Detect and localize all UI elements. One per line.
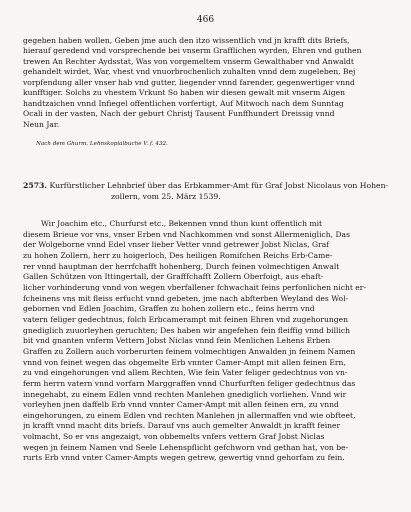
text-line: ferm herrn vatern vnnd vorfarn Marggraffen vnnd Churfurften feliger gedechtnus das: [23, 378, 356, 388]
text-line: gegeben haben wollen, Geben jme auch den itzo wissentlich vnd jn krafft dits Briefs,: [23, 36, 350, 45]
text-line: jn krafft vnnd macht dits briefs. Darauf vns auch gemelter Anwaldt jn krafft feiner: [23, 421, 341, 431]
text-line: diesem Brieue vor vns, vnser Erben vnd Nachkommen vnd sonst Allermeniglich, Das: [23, 229, 350, 239]
text-line: Neun Jar.: [23, 119, 60, 129]
text-line: kunfftiger. Solchs zu vhestem Vrkunt So haben wir diesen gewalt mit vnserm Aigen: [23, 88, 345, 98]
text-line: gehandelt wirdet, War, vhest vnd vnuorbrochenlich zuhalten vnnd dem zugeleben, Bej: [23, 67, 356, 77]
document-heading: [23, 180, 393, 202]
text-line: vatern feliger gedechtnus, folch Erbcamerampt mit feinen Ehren vnd zugehorungen: [23, 314, 349, 324]
text-line: hierauf geredend vnd vorsprechende bei vnserm Grafflichen wyrden, Ehren vnd guthen: [23, 46, 362, 56]
text-line: fcheinens vns mit fleiss erfucht vnnd gebeten, jme nach abfterben Weyland des Wol-: [23, 293, 349, 303]
source-note: Nach dem Ghurm. Lehnskopialbuche V. f. 432.: [36, 141, 168, 147]
text-line: gnediglich zuuorleyhen geruchten; Des haben wir angefehen fein fleiffig vnnd billich: [23, 325, 351, 335]
text-line: innegehabt, zu einem Edlen vnnd rechten Manlehen gnediglich vorliehen. Vnnd wir: [23, 389, 347, 399]
text-line: Ocali in der vasten, Nach der geburt Christj Tausent Funffhundert Dreissig vnnd: [23, 109, 335, 119]
text-line: gebornen vnd Edlen Joachim, Graffen zu hohen zollern etc., feins herrn vnd: [23, 304, 315, 314]
text-line: vorpfendung aller vnser hab vnd gutter, liegender vnnd farender, gegenwertiger vnnd: [23, 77, 355, 87]
preceding-document-text: [23, 36, 389, 130]
text-line: Graffen zu Zollern auch vorberurten feinem volmechtigen Anwalden jn feinem Namen: [23, 346, 356, 356]
heading-line-2: zollern, vom 25. März 1539.: [111, 192, 221, 201]
text-line: handtzaichen vnnd Infiegel offentlichen vorfertigt, Auf Mitwoch nach dem Sunntag: [23, 98, 344, 108]
text-line: zu hohen Zollern, herr zu hoigerloch, Des heiligen Romifchen Reichs Erb-Came-: [23, 250, 333, 260]
document-body: [23, 219, 391, 464]
heading-line-1: Kurfürstlicher Lehnbrief über das Erbkammer-Amt für Graf Jobst Nicolaus von Hohen-: [49, 181, 389, 190]
text-line: bit vnd gnanten vnferm Vettern Jobst Niclas vnnd fein Menlichen Lehens Erben: [23, 336, 331, 346]
text-line: zu vnd eingehorungen vnd allem Rechten, Wie fein Vater feliger gedechtnus von vn-: [23, 368, 348, 378]
page-number: 466: [196, 15, 215, 25]
text-line: der Wolgeborne vnnd Edel vnser lieber Vetter vnnd getrewer Jobst Niclas, Graf: [23, 240, 330, 250]
text-line: Gallen Schützen von Ittingertall, der Grafffchafft Zollern Oberfoigt, aus ehaft-: [23, 272, 324, 282]
text-line: rer vnnd hauptman der herrfchafft hohenberg, Durch feinen volmechtigen Anwalt: [23, 261, 340, 271]
text-line: vnnd von feinet wegen das obgemelte Erb vnnter Camer-Ampt mit allen feinen Ern,: [23, 357, 346, 367]
text-line: rurts Erb vnnd vnter Camer-Ampts wegen getrew, gewertig vnnd gehorfam zu fein.: [23, 453, 345, 463]
text-line: eingehorungen, zu einem Edlen vnd rechten Manlehen jn allermaffen vnd wie obfteet,: [23, 410, 356, 420]
text-line: wegen jn feinem Namen vnd Seele Lehenspflicht gefchworn vnd gethan hat, von be-: [23, 442, 349, 452]
text-line: trewen An Rechter Aydsstat, Was von vorgemeltem vnserm Gewalthaber vnd Anwaldt: [23, 56, 354, 66]
text-line: volmacht, So er vns angezaigt, von obbemelts vnfers vettern Graf Jobst Niclas: [23, 432, 325, 442]
document-number: 2573.: [23, 181, 48, 190]
text-line: licher vorhinderung vnnd von wegen vberfallener fchwachait feins perfonlichen nicht er-: [23, 282, 366, 292]
text-line: vorleyhen jnen daffelb Erb vnnd vnnter Camer-Ampt mit allen feinen ern, zu vnnd: [23, 400, 339, 410]
text-line: Wir Joachim etc., Churfurst etc., Bekennen vnnd thun kunt offentlich mit: [41, 219, 323, 228]
